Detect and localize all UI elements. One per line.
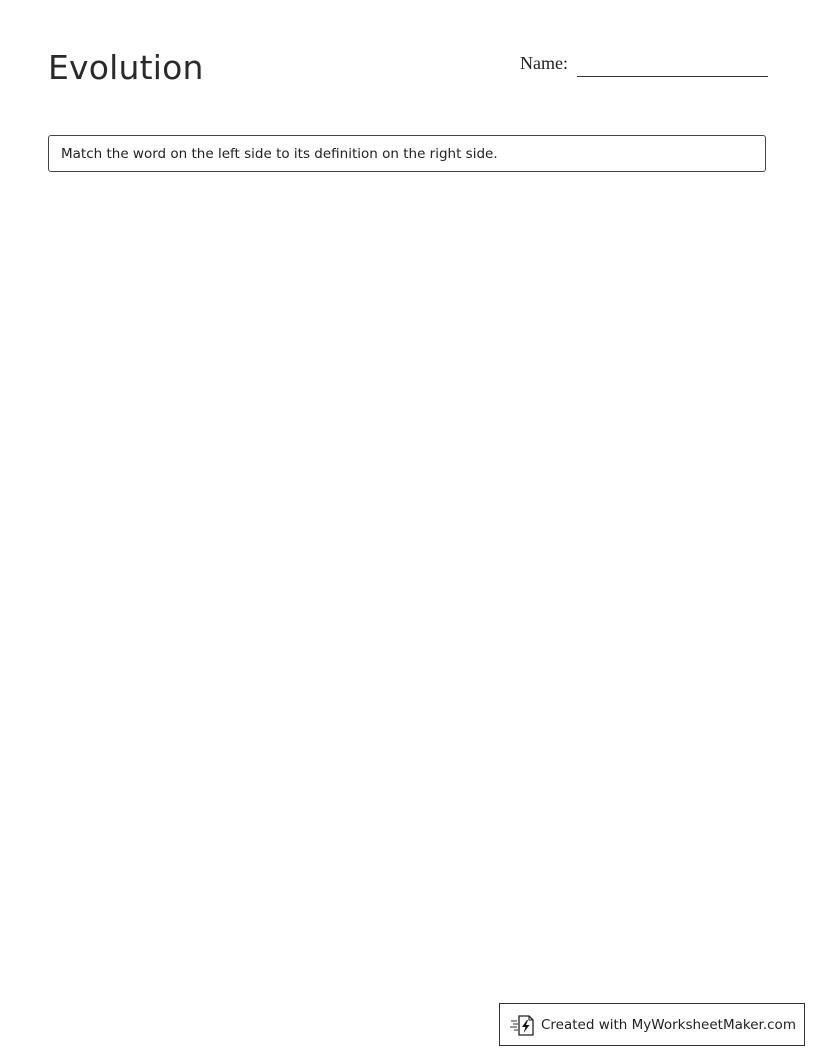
name-label: Name: <box>520 53 568 73</box>
footer-credit-badge[interactable] <box>499 1003 805 1046</box>
worksheet-title: Evolution <box>48 48 204 87</box>
name-blank-line[interactable] <box>577 76 768 77</box>
worksheet-maker-logo-icon <box>510 1012 536 1038</box>
name-field[interactable] <box>520 52 768 80</box>
footer-credit-text[interactable]: Created with MyWorksheetMaker.com <box>541 1016 796 1033</box>
instructions-box <box>48 135 766 172</box>
instructions-text: Match the word on the left side to its definition on the right side. <box>61 145 498 162</box>
